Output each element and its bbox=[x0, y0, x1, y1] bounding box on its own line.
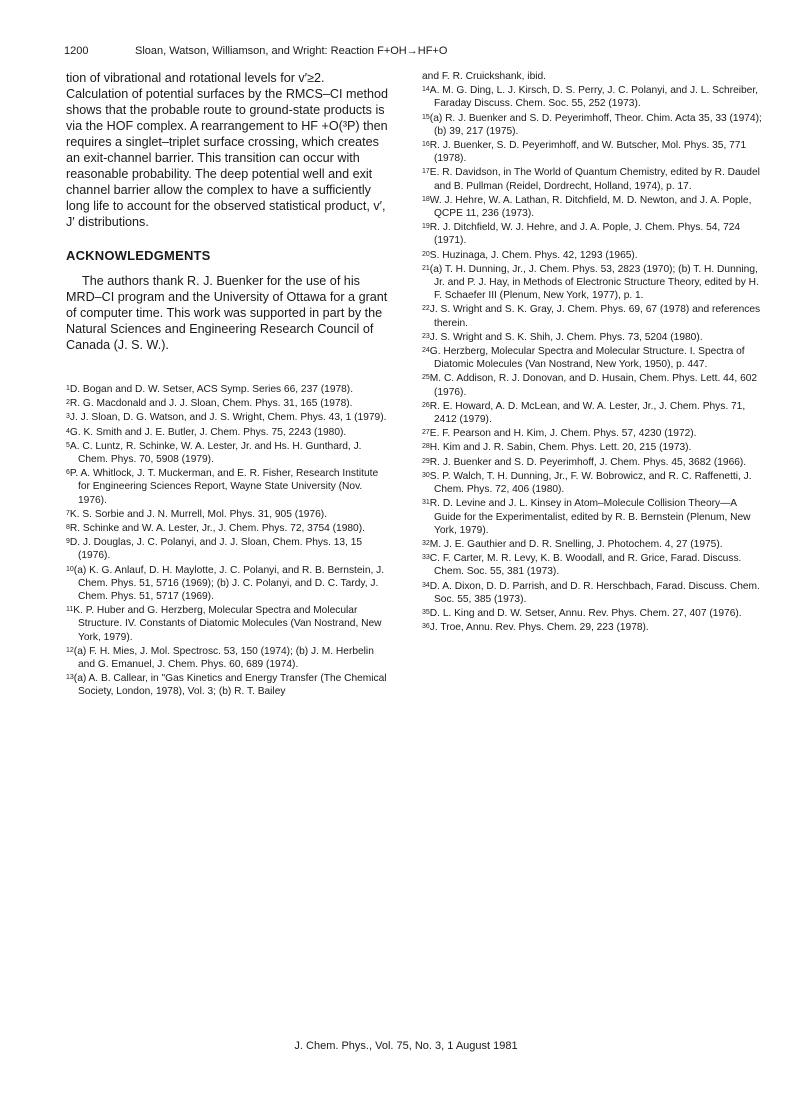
reference-text: R. J. Buenker, S. D. Peyerimhoff, and W. Butscher, Mol. Phys. 35, 771 (1978). bbox=[429, 140, 747, 165]
reference-number: 32 bbox=[422, 539, 430, 547]
reference-number: 26 bbox=[422, 401, 430, 409]
reference-text: H. Kim and J. R. Sabin, Chem. Phys. Lett. 20, 215 (1973). bbox=[429, 442, 692, 454]
reference-item bbox=[422, 580, 762, 606]
reference-item bbox=[422, 470, 762, 496]
reference-number: 36 bbox=[422, 623, 430, 631]
acknowledgments-heading: ACKNOWLEDGMENTS bbox=[66, 248, 211, 263]
reference-number: 9 bbox=[66, 538, 70, 546]
intro-paragraph: tion of vibrational and rotational levels for v′≥2. Calculation of potential surfaces by the RMCS–CI method shows that the probable route to ground-state products is via the HOF complex. A rearrangement to HF +O(³P) then requires a singlet–triplet surface crossing, which creates an exit-channel barrier. This transition can occur with reasonable probability. The deep potential well and exit channel barrier allow the complex to have a sufficiently long life to account for the observed statistical product, v′, J′ distributions. bbox=[66, 71, 389, 229]
reference-number: 29 bbox=[422, 457, 430, 465]
reference-item bbox=[422, 552, 762, 578]
reference-item bbox=[422, 194, 762, 220]
reference-item bbox=[422, 441, 762, 454]
reference-text: (a) F. H. Mies, J. Mol. Spectrosc. 53, 150 (1974); (b) J. M. Herbelin and G. Emanuel, J. Chem. Phys. 60, 689 (1974). bbox=[73, 645, 374, 671]
reference-text: J. Troe, Annu. Rev. Phys. Chem. 29, 223 (1978). bbox=[429, 622, 649, 634]
reference-text: C. F. Carter, M. R. Levy, K. B. Woodall, and R. Grice, Farad. Discuss. Chem. Soc. 55, 381 (1973). bbox=[429, 553, 742, 578]
reference-number: 24 bbox=[422, 347, 430, 355]
reference-list-left bbox=[66, 383, 388, 699]
reference-number: 12 bbox=[66, 646, 74, 654]
reference-item bbox=[66, 426, 388, 439]
left-column bbox=[66, 70, 388, 700]
reference-item bbox=[422, 621, 762, 634]
reference-number: 31 bbox=[422, 499, 430, 507]
reference-text: M. J. E. Gauthier and D. R. Snelling, J. Photochem. 4, 27 (1975). bbox=[429, 538, 723, 550]
reference-number: 35 bbox=[422, 608, 430, 616]
reference-item bbox=[66, 672, 388, 698]
reference-item bbox=[422, 221, 762, 247]
reference-item bbox=[66, 383, 388, 396]
reference-number: 16 bbox=[422, 141, 430, 149]
journal-citation-footer: J. Chem. Phys., Vol. 75, No. 3, 1 August 1981 bbox=[294, 1040, 518, 1052]
reference-item bbox=[422, 331, 762, 344]
reference-text: (a) K. G. Anlauf, D. H. Maylotte, J. C. Polanyi, and R. B. Bernstein, J. Chem. Phys. 51, 5716 (1969); (b) J. C. Polanyi, and D. C. Tardy, J. Chem. Phys. 51, 5717 (1969). bbox=[73, 564, 385, 603]
acknowledgments-text: The authors thank R. J. Buenker for the use of his MRD–CI program and the University of Ottawa for a grant of computer time. This work was supported in part by the Natural Sciences and Engineering Research Council of Canada (J. S. W.). bbox=[66, 274, 388, 352]
reference-text: and F. R. Cruickshank, ibid. bbox=[422, 71, 546, 82]
reference-item bbox=[422, 607, 762, 620]
reference-text: K. P. Huber and G. Herzberg, Molecular Spectra and Molecular Structure. IV. Constants of Diatomic Molecules (Van Nostrand, New York, 1979). bbox=[73, 605, 382, 643]
reference-item bbox=[422, 497, 762, 537]
reference-text: E. R. Davidson, in The World of Quantum Chemistry, edited by R. Daudel and B. Pullman (Reidel, Dordrecht, Holland, 1974), p. 17. bbox=[429, 167, 760, 192]
reference-text: E. F. Pearson and H. Kim, J. Chem. Phys. 57, 4230 (1972). bbox=[429, 428, 697, 440]
reference-item bbox=[66, 440, 388, 466]
reference-text: A. M. G. Ding, L. J. Kirsch, D. S. Perry, J. C. Polanyi, and J. L. Schreiber, Faraday Discuss. Chem. Soc. 55, 252 (1973). bbox=[429, 85, 758, 110]
reference-number: 1 bbox=[66, 385, 70, 392]
reference-item bbox=[66, 645, 388, 671]
reference-number: 19 bbox=[422, 223, 430, 231]
reference-text: J. S. Wright and S. K. Gray, J. Chem. Phys. 69, 67 (1978) and references therein. bbox=[429, 304, 761, 329]
reference-number: 34 bbox=[422, 581, 430, 589]
reference-number: 27 bbox=[422, 429, 430, 437]
reference-text: K. S. Sorbie and J. N. Murrell, Mol. Phys. 31, 905 (1976). bbox=[69, 508, 327, 520]
reference-text: D. L. King and D. W. Setser, Annu. Rev. Phys. Chem. 27, 407 (1976). bbox=[429, 607, 742, 619]
reference-text: R. D. Levine and J. L. Kinsey in Atom–Molecule Collision Theory—A Guide for the Experimentalist, edited by R. B. Bernstein (Plenum, New York, 1979). bbox=[429, 498, 751, 536]
reference-number: 7 bbox=[66, 509, 70, 517]
reference-item bbox=[66, 522, 388, 535]
reference-text: D. J. Douglas, J. C. Polanyi, and J. J. Sloan, Chem. Phys. 13, 15 (1976). bbox=[69, 537, 363, 562]
reference-number: 21 bbox=[422, 264, 430, 272]
reference-item bbox=[422, 166, 762, 192]
reference-number: 17 bbox=[422, 168, 430, 176]
reference-text: R. G. Macdonald and J. J. Sloan, Chem. Phys. 31, 165 (1978). bbox=[69, 398, 353, 410]
reference-item bbox=[422, 427, 762, 440]
reference-item bbox=[422, 456, 762, 469]
reference-item bbox=[66, 564, 388, 604]
reference-text: W. J. Hehre, W. A. Lathan, R. Ditchfield, M. D. Newton, and J. A. Pople, QCPE 11, 236 (1973). bbox=[429, 194, 752, 220]
reference-text: D. A. Dixon, D. D. Parrish, and D. R. Herschbach, Farad. Discuss. Chem. Soc. 55, 385 (1973). bbox=[429, 580, 760, 605]
reference-number: 3 bbox=[66, 413, 70, 421]
reference-number: 13 bbox=[66, 674, 74, 682]
reference-number: 20 bbox=[422, 250, 430, 258]
reference-text: R. E. Howard, A. D. McLean, and W. A. Lester, Jr., J. Chem. Phys. 71, 2412 (1979). bbox=[429, 400, 746, 426]
reference-text: G. Herzberg, Molecular Spectra and Molecular Structure. I. Spectra of Diatomic Molecules (Van Nostrand, New York, 1950), p. 447. bbox=[429, 346, 745, 371]
page-number: 1200 bbox=[64, 45, 89, 57]
reference-text: R. J. Ditchfield, W. J. Hehre, and J. A. Pople, J. Chem. Phys. 54, 724 (1971). bbox=[429, 222, 741, 247]
reference-text: A. C. Luntz, R. Schinke, W. A. Lester, Jr. and Hs. H. Gunthard, J. Chem. Phys. 70, 5908 (1979). bbox=[69, 440, 362, 466]
reference-item bbox=[422, 303, 762, 329]
reference-text: (a) T. H. Dunning, Jr., J. Chem. Phys. 53, 2823 (1970); (b) T. H. Dunning, Jr. and P. J. Hay, in Methods of Electronic Structure Theory, edited by H. F. Schaefer III (Plenum, New York, 1977), p. 1. bbox=[429, 263, 759, 302]
reference-number: 33 bbox=[422, 554, 430, 562]
reference-number: 28 bbox=[422, 443, 430, 451]
reference-number: 30 bbox=[422, 471, 430, 479]
reference-number: 8 bbox=[66, 524, 70, 532]
reference-number: 25 bbox=[422, 374, 430, 382]
reference-number: 4 bbox=[66, 427, 70, 435]
reference-item bbox=[66, 467, 388, 507]
reference-item bbox=[66, 508, 388, 521]
reference-item bbox=[422, 139, 762, 165]
reference-number: 10 bbox=[66, 565, 74, 573]
reference-item bbox=[422, 112, 762, 138]
reference-number: 6 bbox=[66, 469, 70, 477]
reference-text: (a) R. J. Buenker and S. D. Peyerimhoff, Theor. Chim. Acta 35, 33 (1974); (b) 39, 217 (1975). bbox=[429, 112, 762, 137]
reference-item bbox=[422, 84, 762, 110]
running-head: Sloan, Watson, Williamson, and Wright: Reaction F+OH→HF+O bbox=[135, 45, 448, 57]
reference-number: 14 bbox=[422, 86, 430, 94]
reference-text: R. Schinke and W. A. Lester, Jr., J. Chem. Phys. 72, 3754 (1980). bbox=[69, 523, 365, 535]
reference-item bbox=[66, 604, 388, 644]
reference-text: P. A. Whitlock, J. T. Muckerman, and E. R. Fisher, Research Institute for Engineering Sciences Report, Wayne State University (Nov. 1976). bbox=[69, 468, 379, 506]
reference-number: 23 bbox=[422, 332, 430, 340]
reference-item bbox=[422, 372, 762, 398]
reference-text: (a) A. B. Callear, in "Gas Kinetics and Energy Transfer (The Chemical Society, London, 1978), Vol. 3; (b) R. T. Bailey bbox=[73, 673, 387, 698]
reference-item bbox=[422, 263, 762, 303]
reference-number: 2 bbox=[66, 399, 70, 407]
reference-number: 22 bbox=[422, 305, 430, 313]
reference-text: J. S. Wright and S. K. Shih, J. Chem. Phys. 73, 5204 (1980). bbox=[429, 331, 703, 343]
reference-text: G. K. Smith and J. E. Butler, J. Chem. Phys. 75, 2243 (1980). bbox=[69, 426, 347, 438]
reference-number: 5 bbox=[66, 441, 70, 449]
reference-text: S. P. Walch, T. H. Dunning, Jr., F. W. Bobrowicz, and R. C. Raffenetti, J. Chem. Phys. 72, 406 (1980). bbox=[429, 470, 752, 496]
reference-text: S. Huzinaga, J. Chem. Phys. 42, 1293 (1965). bbox=[429, 249, 638, 261]
reference-item bbox=[422, 70, 762, 83]
reference-text: D. Bogan and D. W. Setser, ACS Symp. Series 66, 237 (1978). bbox=[69, 384, 354, 395]
reference-list-right bbox=[422, 70, 762, 634]
right-column bbox=[422, 70, 762, 635]
reference-number: 15 bbox=[422, 113, 430, 121]
reference-item bbox=[422, 538, 762, 551]
reference-text: R. J. Buenker and S. D. Peyerimhoff, J. Chem. Phys. 45, 3682 (1966). bbox=[429, 456, 747, 468]
reference-item bbox=[422, 400, 762, 426]
reference-item bbox=[66, 411, 388, 424]
reference-number: 18 bbox=[422, 195, 430, 203]
reference-item bbox=[66, 536, 388, 562]
reference-item bbox=[66, 397, 388, 410]
reference-text: M. C. Addison, R. J. Donovan, and D. Husain, Chem. Phys. Lett. 44, 602 (1976). bbox=[429, 373, 758, 398]
reference-number: 11 bbox=[66, 606, 74, 614]
reference-item bbox=[422, 345, 762, 371]
reference-text: J. J. Sloan, D. G. Watson, and J. S. Wright, Chem. Phys. 43, 1 (1979). bbox=[69, 412, 387, 424]
reference-item bbox=[422, 249, 762, 262]
